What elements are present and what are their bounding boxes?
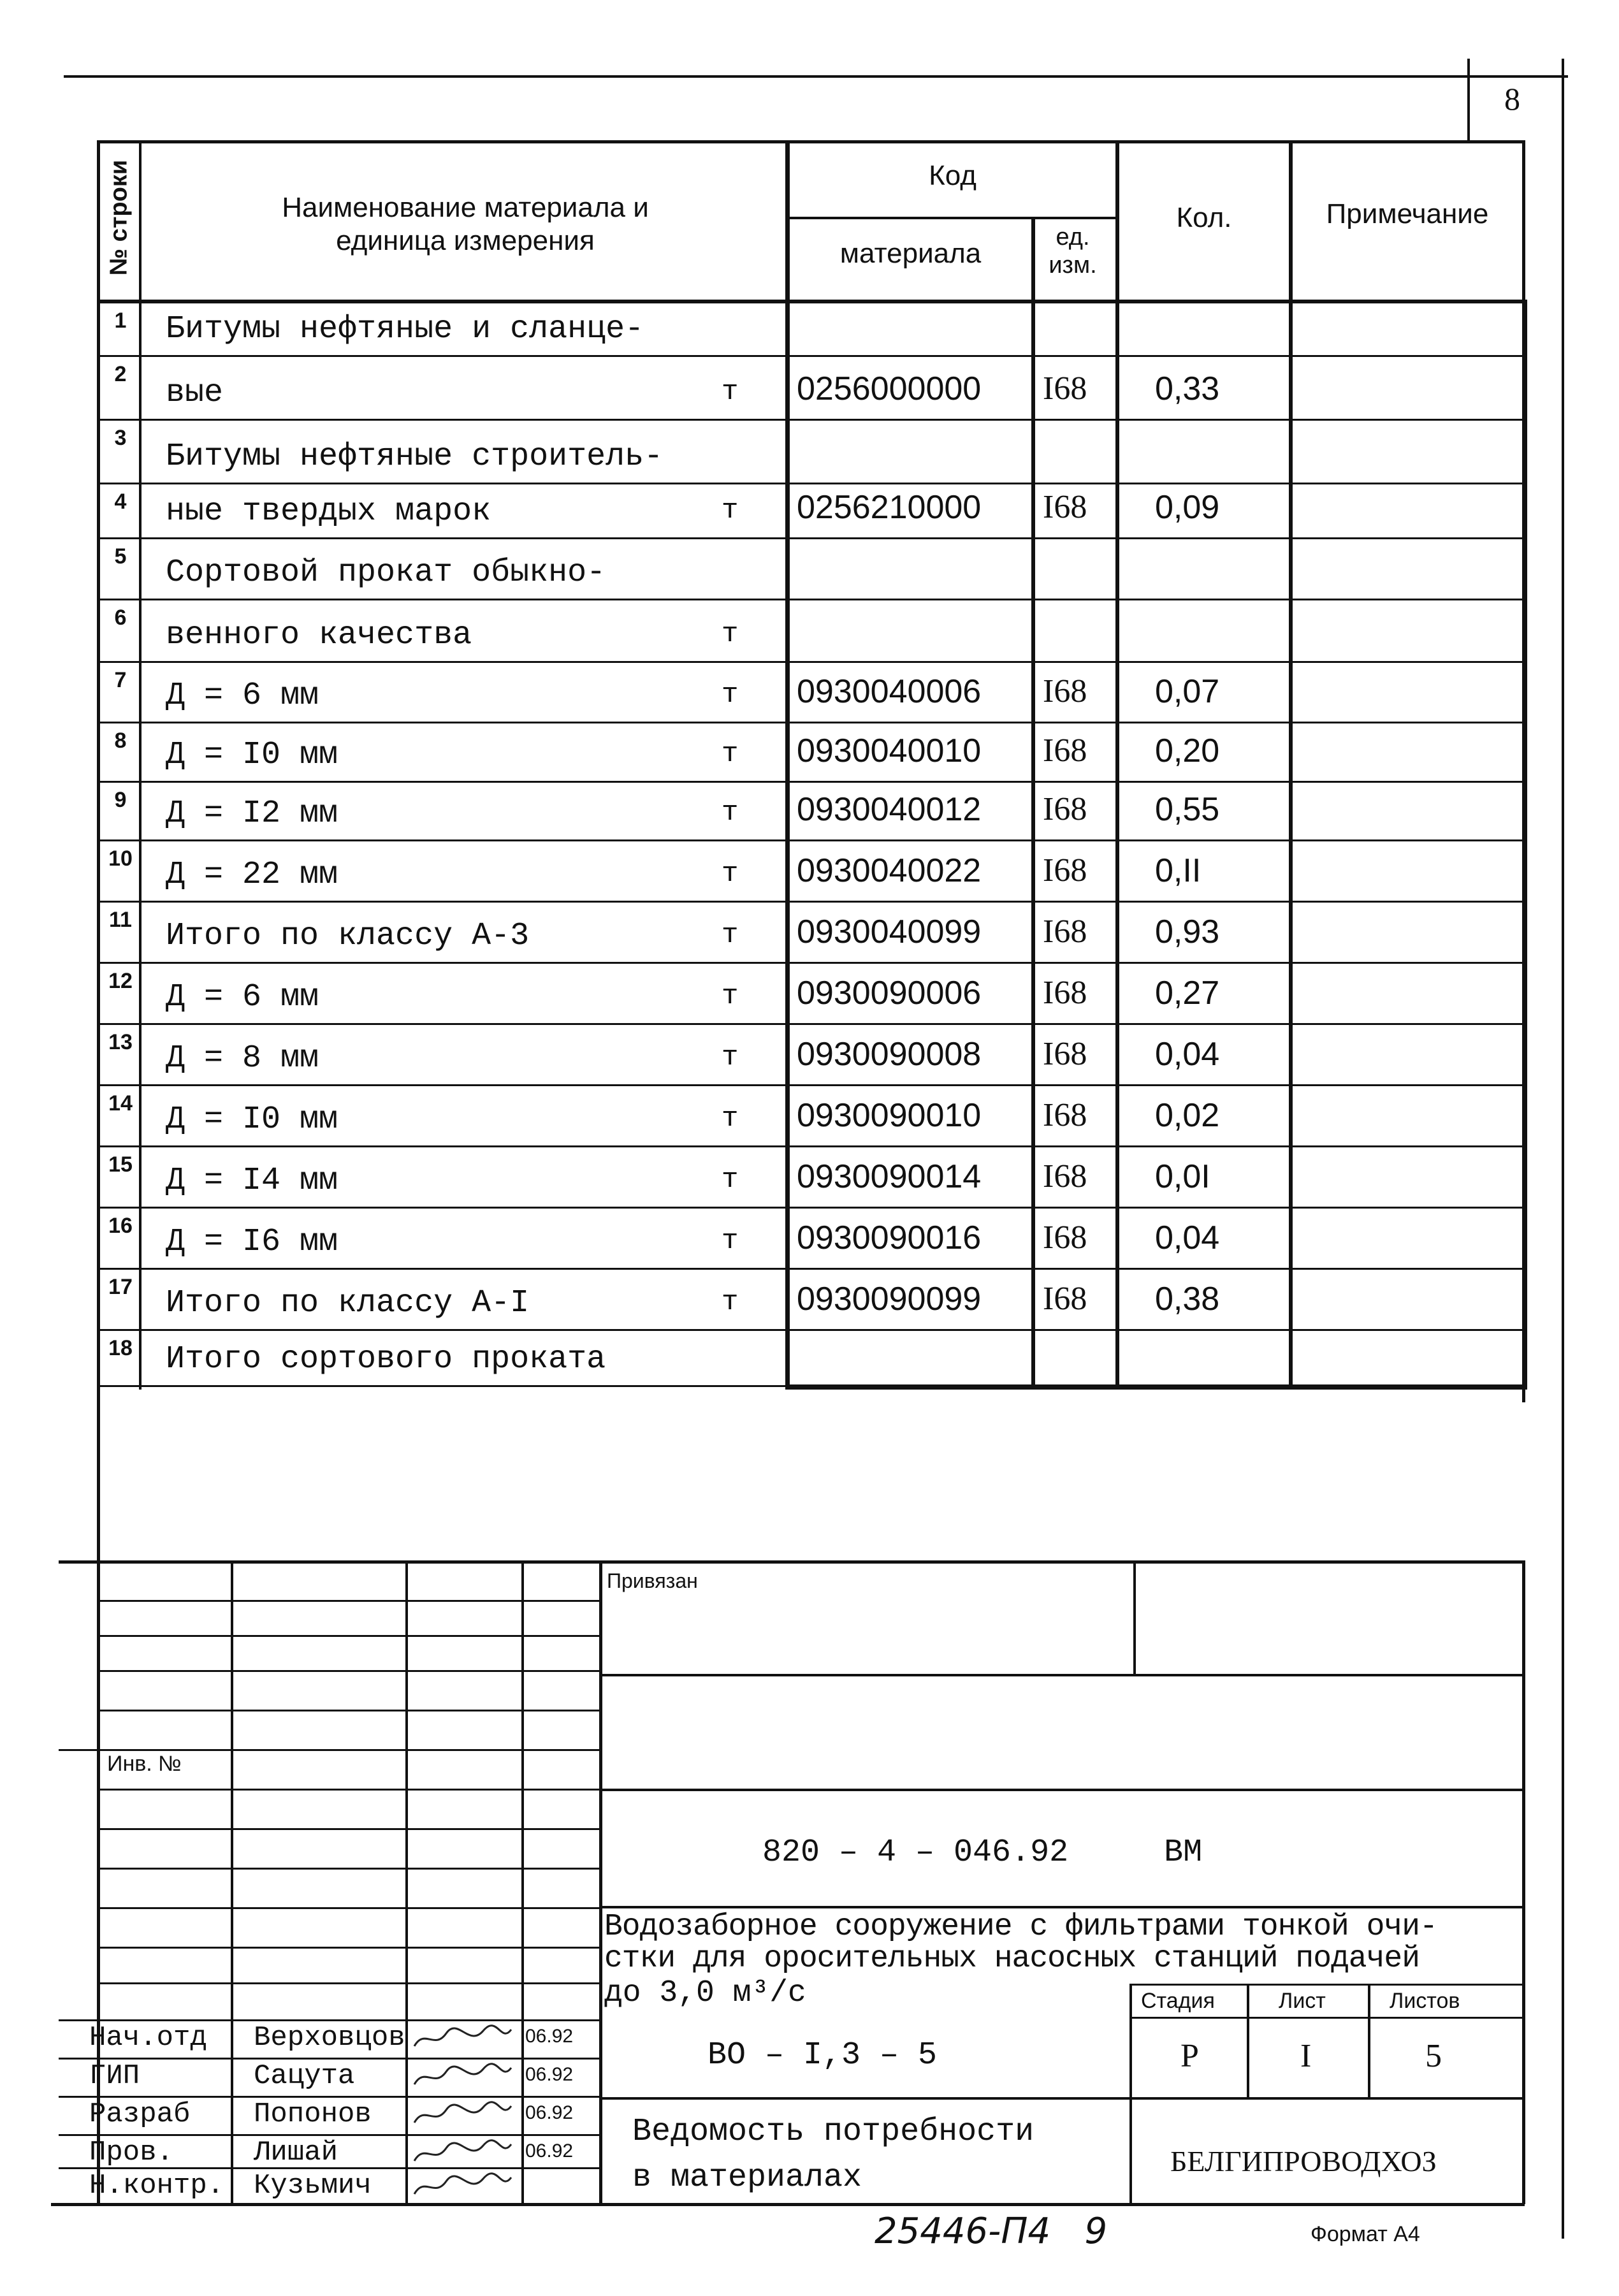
table-row: [97, 964, 1525, 1025]
material-code: 0930040010: [797, 732, 982, 769]
quantity: 0,27: [1155, 975, 1220, 1012]
signature-icon: [412, 2172, 514, 2204]
unit-code: I68: [1043, 975, 1087, 1011]
signature-icon: [412, 2139, 514, 2170]
unit-code: I68: [1043, 1281, 1087, 1317]
material-code: 0256000000: [797, 370, 982, 407]
material-code: 0930040012: [797, 791, 982, 828]
staff-name: Кузьмич: [254, 2170, 372, 2202]
project-title-line2: стки для оросительных насосных станций подачей: [604, 1942, 1420, 1976]
table-row: [97, 1086, 1525, 1147]
row-number: 9: [114, 788, 127, 812]
table-row: [97, 1209, 1525, 1270]
row-number: 3: [114, 426, 127, 450]
material-name: Д = 22 мм: [166, 857, 338, 893]
document-title-line2: в материалах: [632, 2160, 862, 2196]
table-row: [97, 303, 1525, 357]
sheets-value: 5: [1425, 2038, 1442, 2074]
name-column-header: Наименование материала и единица измерения: [282, 192, 649, 256]
sheet-value: I: [1300, 2038, 1312, 2074]
table-row: [97, 539, 1525, 600]
quantity: 0,55: [1155, 791, 1220, 828]
table-row: [97, 1147, 1525, 1209]
handwritten-number: 25446-П4 9: [875, 2211, 1108, 2252]
bound-label: Привязан: [607, 1569, 698, 1592]
quantity: 0,93: [1155, 913, 1220, 950]
row-number: 2: [114, 362, 127, 386]
table-row: [97, 421, 1525, 484]
quantity: 0,04: [1155, 1219, 1220, 1256]
material-name: Д = I2 мм: [166, 796, 338, 832]
quantity: 0,33: [1155, 370, 1220, 407]
staff-role: Пров.: [89, 2137, 174, 2169]
material-name: венного качества: [166, 617, 472, 653]
quantity: 0,38: [1155, 1281, 1220, 1318]
table-row: [97, 1270, 1525, 1331]
unit-code: I68: [1043, 370, 1087, 407]
table-row: [97, 841, 1525, 903]
material-name: Д = 6 мм: [166, 979, 319, 1015]
material-name: вые: [166, 375, 224, 411]
measure-unit: т: [722, 738, 739, 770]
row-number: 15: [108, 1152, 133, 1177]
material-name: Д = I4 мм: [166, 1163, 338, 1199]
row-number: 10: [108, 846, 133, 871]
unit-code: I68: [1043, 913, 1087, 950]
sheet-number: 8: [1504, 81, 1520, 117]
measure-unit: т: [722, 1164, 739, 1196]
table-row: [97, 600, 1525, 663]
table-row: [97, 1025, 1525, 1086]
staff-name: Лишай: [254, 2137, 338, 2169]
unit-code: I68: [1043, 1097, 1087, 1133]
staff-date: 06.92: [525, 2064, 574, 2085]
staff-date: 06.92: [525, 2140, 574, 2162]
measure-unit: т: [722, 1042, 739, 1073]
material-code: 0930040022: [797, 852, 982, 889]
material-name: Д = 8 мм: [166, 1040, 319, 1077]
table-row: [97, 357, 1525, 421]
unit-code: I68: [1043, 732, 1087, 769]
material-code: 0930090016: [797, 1219, 982, 1256]
row-number-header: № строки: [105, 159, 133, 276]
row-number: 12: [108, 969, 133, 993]
quantity: 0,0I: [1155, 1158, 1210, 1195]
unit-code: I68: [1043, 1158, 1087, 1195]
code-material-header: материала: [839, 238, 982, 269]
row-number: 17: [108, 1275, 133, 1299]
unit-code: I68: [1043, 673, 1087, 709]
staff-name: Верховцов: [254, 2022, 405, 2054]
table-row: [97, 903, 1525, 964]
staff-date: 06.92: [525, 2102, 574, 2123]
table-row: [97, 783, 1525, 841]
note-header: Примечание: [1326, 198, 1489, 229]
project-title-line1: Водозаборное сооружение с фильтрами тонкой очи-: [604, 1910, 1437, 1944]
material-name: Сортовой прокат обыкно-: [166, 555, 606, 591]
material-name: Итого по классу А-I: [166, 1285, 530, 1321]
material-code: 0930040006: [797, 673, 982, 710]
quantity: 0,20: [1155, 732, 1220, 769]
quantity: 0,04: [1155, 1036, 1220, 1073]
material-code: 0930090008: [797, 1036, 982, 1073]
material-name: Д = I0 мм: [166, 1101, 338, 1138]
quantity: 0,II: [1155, 852, 1202, 889]
document-code: 820 – 4 – 046.92 ВМ: [762, 1835, 1203, 1871]
code-group-header: Код: [929, 160, 976, 191]
measure-unit: т: [722, 858, 739, 890]
variant-code: ВО – I,3 – 5: [708, 2037, 938, 2074]
quantity: 0,02: [1155, 1097, 1220, 1134]
signature-icon: [412, 2024, 514, 2056]
measure-unit: т: [722, 797, 739, 829]
table-row: [97, 484, 1525, 539]
row-number: 4: [114, 490, 127, 514]
material-code: 0256210000: [797, 489, 982, 526]
stage-value: Р: [1180, 2038, 1199, 2074]
stage-label: Стадия: [1141, 1989, 1215, 2013]
row-number: 18: [108, 1336, 133, 1360]
staff-role: Н.контр.: [89, 2170, 224, 2202]
signature-icon: [412, 2063, 514, 2094]
quantity: 0,09: [1155, 489, 1220, 526]
sheet-label: Лист: [1279, 1989, 1326, 2013]
material-name: Итого по классу А-3: [166, 918, 530, 954]
quantity-header: Кол.: [1176, 202, 1232, 233]
material-name: ные твердых марок: [166, 493, 491, 530]
unit-code: I68: [1043, 489, 1087, 525]
staff-date: 06.92: [525, 2026, 574, 2047]
material-code: 0930040099: [797, 913, 982, 950]
organization-name: БЕЛГИПРОВОДХОЗ: [1170, 2145, 1437, 2177]
measure-unit: т: [722, 980, 739, 1012]
measure-unit: т: [722, 1286, 739, 1318]
staff-role: ГИП: [89, 2060, 140, 2092]
measure-unit: т: [722, 376, 739, 408]
row-number: 11: [109, 908, 132, 932]
document-title-line1: Ведомость потребности: [632, 2114, 1035, 2150]
sheets-label: Листов: [1390, 1989, 1460, 2013]
table-row: [97, 1331, 1525, 1387]
staff-role: Нач.отд: [89, 2022, 207, 2054]
row-number: 1: [114, 309, 127, 333]
measure-unit: т: [722, 919, 739, 951]
material-code: 0930090010: [797, 1097, 982, 1134]
row-number: 14: [108, 1091, 133, 1115]
material-code: 0930090006: [797, 975, 982, 1012]
unit-code: I68: [1043, 791, 1087, 827]
staff-name: Сацута: [254, 2060, 355, 2092]
row-number: 13: [108, 1030, 133, 1054]
material-name: Д = I0 мм: [166, 737, 338, 773]
paper-format: Формат А4: [1310, 2222, 1420, 2246]
table-row: [97, 663, 1525, 723]
unit-code: I68: [1043, 1219, 1087, 1256]
row-number: 5: [114, 544, 127, 569]
measure-unit: т: [722, 618, 739, 650]
unit-code: I68: [1043, 852, 1087, 889]
material-code: 0930090014: [797, 1158, 982, 1195]
inventory-label: Инв. №: [107, 1752, 182, 1776]
table-row: [97, 723, 1525, 783]
material-name: Д = 6 мм: [166, 678, 319, 714]
material-name: Битумы нефтяные строитель-: [166, 439, 664, 475]
staff-name: Попонов: [254, 2098, 372, 2130]
row-number: 16: [108, 1214, 133, 1238]
staff-role: Разраб: [89, 2098, 191, 2130]
material-name: Битумы нефтяные и сланце-: [166, 311, 644, 347]
quantity: 0,07: [1155, 673, 1220, 710]
row-number: 8: [114, 729, 127, 753]
project-title-line3: до 3,0 м³/с: [604, 1976, 806, 2010]
code-unit-header: ед. изм.: [1049, 224, 1097, 279]
measure-unit: т: [722, 495, 739, 527]
measure-unit: т: [722, 1103, 739, 1135]
signature-icon: [412, 2101, 514, 2132]
measure-unit: т: [722, 1225, 739, 1257]
row-number: 6: [114, 606, 127, 630]
material-name: Д = I6 мм: [166, 1224, 338, 1260]
measure-unit: т: [722, 679, 739, 711]
material-name: Итого сортового проката: [166, 1341, 606, 1377]
row-number: 7: [114, 668, 127, 692]
material-code: 0930090099: [797, 1281, 982, 1318]
unit-code: I68: [1043, 1036, 1087, 1072]
